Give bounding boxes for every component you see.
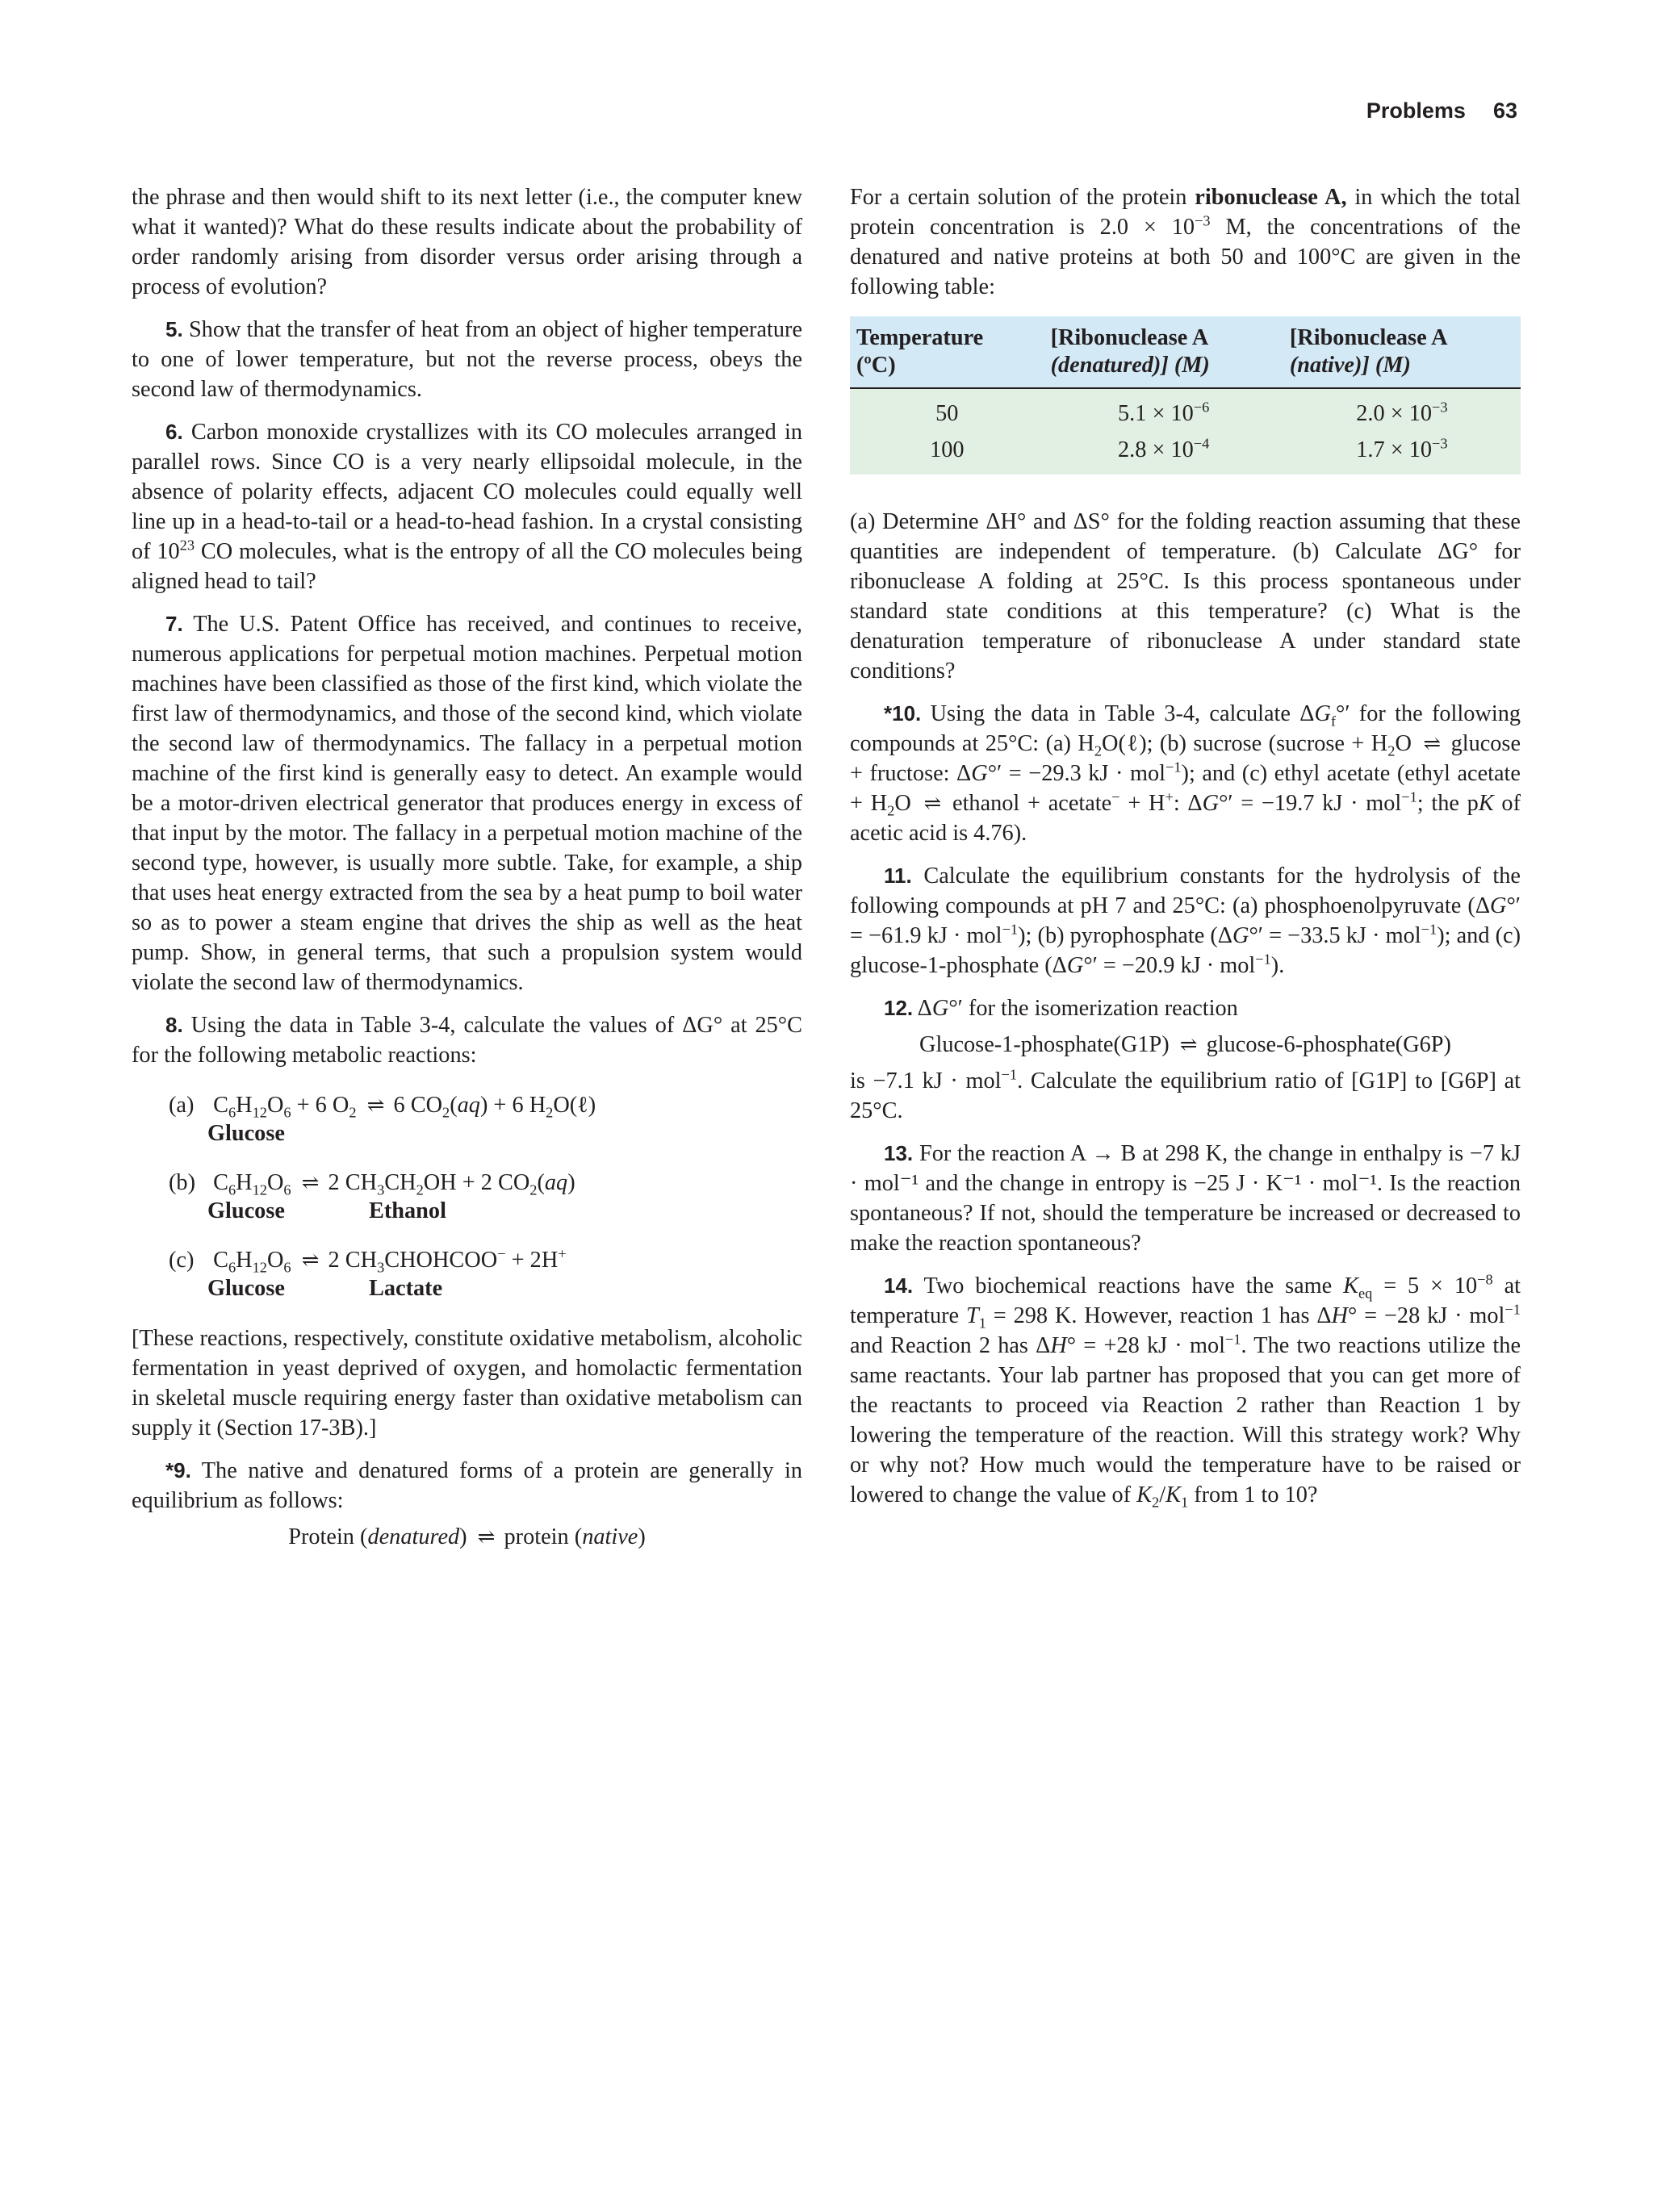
problem-6	[132, 417, 802, 596]
problem-number: 8.	[165, 1013, 183, 1037]
problem-12-continuation: is −7.1 kJ · mol$^{-1}$. Calculate the equilibrium ratio of [G1P] to [G6P] at 25°C.	[850, 1066, 1521, 1123]
problem-text: for the isomerization reaction	[962, 996, 1238, 1021]
problem-number: 6.	[165, 420, 183, 444]
temperature-cell: 100	[850, 432, 1044, 475]
problem-number: 7.	[165, 612, 183, 636]
problem-text: For the reaction A → B at 298 K, the change in enthalpy is −7 kJ · mol⁻¹ and the change in entropy is −25 J · K⁻¹ · mol⁻¹. Is the reaction spontaneous? If not, should the temperature be increased or decreased to make the reaction spontaneous?	[850, 1141, 1521, 1256]
problem-number: *9.	[165, 1458, 191, 1482]
protein-name: ribonuclease A,	[1195, 185, 1347, 210]
problem-13	[850, 1139, 1521, 1258]
product-name: Lactate	[369, 1276, 443, 1301]
denatured-cell: $2.8 \times 10^{-4}$	[1044, 432, 1283, 475]
problem-7	[132, 609, 802, 997]
problem-text: The native and denatured forms of a protein are generally in equilibrium as follows:	[132, 1458, 802, 1513]
problem-number: *10.	[884, 701, 922, 725]
section-title: Problems	[1366, 98, 1466, 123]
problem-number: 11.	[884, 863, 912, 888]
reaction-label: (c)	[169, 1248, 195, 1273]
problem-number: 12.	[884, 996, 914, 1020]
problem-11	[850, 861, 1521, 981]
problem-number: 13.	[884, 1141, 914, 1165]
right-column	[850, 182, 1521, 1523]
reaction-a: (a) $C_6H_{12}O_6 + 6$ $O_2$ ⇌ 6 $CO_2(aq) + 6$ $H_2O(\ell)$ Glucose	[169, 1093, 596, 1146]
left-column	[132, 182, 802, 1565]
equilibrium-arrow: ⇌	[366, 1093, 383, 1117]
exponent: 23	[179, 537, 195, 554]
column-header-denatured: [Ribonuclease A (denatured)] (M)	[1044, 316, 1283, 388]
column-header-temperature: Temperature (ºC)	[850, 316, 1044, 388]
problem-number: 5.	[165, 317, 183, 341]
problem-8-note: [These reactions, respectively, constitute oxidative metabolism, alcoholic fermentation in yeast deprived of oxygen, and homolactic fermentation in skeletal muscle requiring energy faster than oxidative metabolism can supply it (Section 17-3B).]	[132, 1326, 802, 1441]
equilibrium-arrow: ⇌	[301, 1171, 318, 1194]
problem-5	[132, 315, 802, 404]
problem-text: Using the data in Table 3-4, calculate $\Delta G_f^\circ'$ for the following compounds at 25°C: (a) $H_2O(\ell)$; (b) sucrose (sucrose + $H_2O$ ⇌ glucose + fructose: ΔG°′ = −29.3 kJ · mol$^{-1}$); and (c) ethyl acetate (ethyl acetate + $H_2O$ ⇌ ethanol + acetate− + H+: ΔG°′ = −19.7 kJ · mol$^{-1}$; the pK of acetic acid is 4.76).	[850, 701, 1521, 846]
problem-text: The U.S. Patent Office has received, and continues to receive, numerous applications for perpetual motion machines. Perpetual motion machines have been classified as those of the first kind, which violate the first law of thermodynamics, and those of the second kind, which violate the second law of thermodynamics. The fallacy in a perpetual motion machine of the first kind is generally easy to detect. An example would be a motor-driven electrical generator that produces energy in excess of that input by the motor. The fallacy in a perpetual motion machine of the second type, however, is usually more subtle. Take, for example, a ship that uses heat energy extracted from the sea by a heat pump to boil water so as to power a steam engine that drives the ship as well as the heat pump. Show, in general terms, that such a propulsion system would violate the second law of thermodynamics.	[132, 612, 802, 995]
problem-9-equation: Protein (denatured) ⇌ protein (native)	[288, 1524, 646, 1549]
problem-9	[132, 1456, 802, 1516]
problem-text: Using the data in Table 3-4, calculate the values of ΔG° at 25°C for the following metabolic reactions:	[132, 1013, 803, 1068]
product-name: Ethanol	[369, 1198, 446, 1223]
problem-10	[850, 699, 1521, 848]
problem-text: Carbon monoxide crystallizes with its CO molecules arranged in parallel rows. Since CO is a very nearly ellipsoidal molecule, in the absence of polarity effects, adjacent CO molecules could equally well line up in a head-to-tail or a head-to-head fashion. In a crystal consisting of 10	[132, 420, 802, 564]
problem-text: Show that the transfer of heat from an object of higher temperature to one of lower temperature, but not the reverse process, obeys the second law of thermodynamics.	[132, 317, 802, 402]
temperature-cell: 50	[850, 388, 1044, 432]
problem-text: Two biochemical reactions have the same $K_{eq} = 5 \times 10^{-8}$ at temperature $T_1 = 298$ K. However, reaction 1 has ΔH° = −28 kJ · mol$^{-1}$ and Reaction 2 has ΔH° = +28 kJ · mol$^{-1}$. The two reactions utilize the same reactants. Your lab partner has proposed that you can get more of the reactants to proceed via Reaction 2 rather than Reaction 1 by lowering the temperature of the reaction. Will this strategy work? Why or why not? How much would the temperature have to be raised or lowered to change the value of $K_2/K_1$ from 1 to 10?	[850, 1271, 1521, 1511]
problem-12: 12. ΔG°′ for the isomerization reaction	[884, 996, 1238, 1021]
problem-text: Calculate the equilibrium constants for the hydrolysis of the following compounds at pH 7 and 25°C: (a) phosphoenolpyruvate (ΔG°′ = −61.9 kJ · mol$^{-1}$); (b) pyrophosphate (ΔG°′ = −33.5 kJ · mol$^{-1}$); and (c) glucose-1-phosphate (ΔG°′ = −20.9 kJ · mol$^{-1}$).	[850, 863, 1521, 978]
denatured-cell: $5.1 \times 10^{-6}$	[1044, 388, 1283, 432]
table-row	[850, 388, 1521, 432]
equation-term: native	[582, 1524, 638, 1549]
problem-12-equation: Glucose-1-phosphate(G1P) ⇌ glucose-6-phosphate(G6P)	[919, 1032, 1451, 1057]
problem-text: CO molecules, what is the entropy of all the CO molecules being aligned head to tail?	[132, 539, 802, 594]
native-cell: $2.0 \times 10^{-3}$	[1283, 388, 1521, 432]
reaction-c: (c) $C_6H_{12}O_6$ ⇌ 2 $CH_3CHOHCOO^- + 2H^+$ Glucose Lactate	[169, 1245, 567, 1301]
ribonuclease-table	[850, 316, 1521, 475]
equilibrium-arrow: ⇌	[1179, 1033, 1196, 1056]
reaction-b: (b) $C_6H_{12}O_6$ ⇌ 2 $CH_3CH_2OH + 2$ $CO_2(aq)$ Glucose Ethanol	[169, 1170, 575, 1223]
problem-9-continuation: For a certain solution of the protein ribonuclease A, in which the total protein concentration is $2.0 \times 10^{-3}$ M, the concentrations of the denatured and native proteins at both 50 and 100°C are given in the following table:	[850, 185, 1521, 299]
column-header-native: [Ribonuclease A (native)] (M)	[1283, 316, 1521, 388]
running-header	[1366, 98, 1517, 123]
reactant-name: Glucose	[207, 1276, 285, 1301]
problem-number: 14.	[884, 1273, 914, 1298]
problem-9-questions: (a) Determine ΔH° and ΔS° for the folding reaction assuming that these quantities are independent of temperature. (b) Calculate ΔG° for ribonuclease A folding at 25°C. Is this process spontaneous under standard state conditions at this temperature? (c) What is the denaturation temperature of ribonuclease A under standard state conditions?	[850, 509, 1521, 684]
table-row	[850, 432, 1521, 475]
equilibrium-arrow: ⇌	[477, 1525, 494, 1549]
reactant-name: Glucose	[207, 1121, 285, 1146]
problem-14	[850, 1271, 1521, 1510]
equilibrium-arrow: ⇌	[301, 1248, 318, 1272]
reactant-name: Glucose	[207, 1198, 285, 1223]
exponent: −3	[1195, 212, 1211, 229]
equation-term: denatured	[367, 1524, 460, 1549]
page-number: 63	[1492, 98, 1517, 123]
problem-4-continuation: the phrase and then would shift to its next letter (i.e., the computer knew what it wanted)? What do these results indicate about the probability of order randomly arising from disorder versus order arising through a process of evolution?	[132, 185, 802, 299]
reaction-label: (a)	[169, 1093, 195, 1118]
native-cell: $1.7 \times 10^{-3}$	[1283, 432, 1521, 475]
problem-8	[132, 1010, 802, 1070]
reaction-label: (b)	[169, 1170, 195, 1195]
